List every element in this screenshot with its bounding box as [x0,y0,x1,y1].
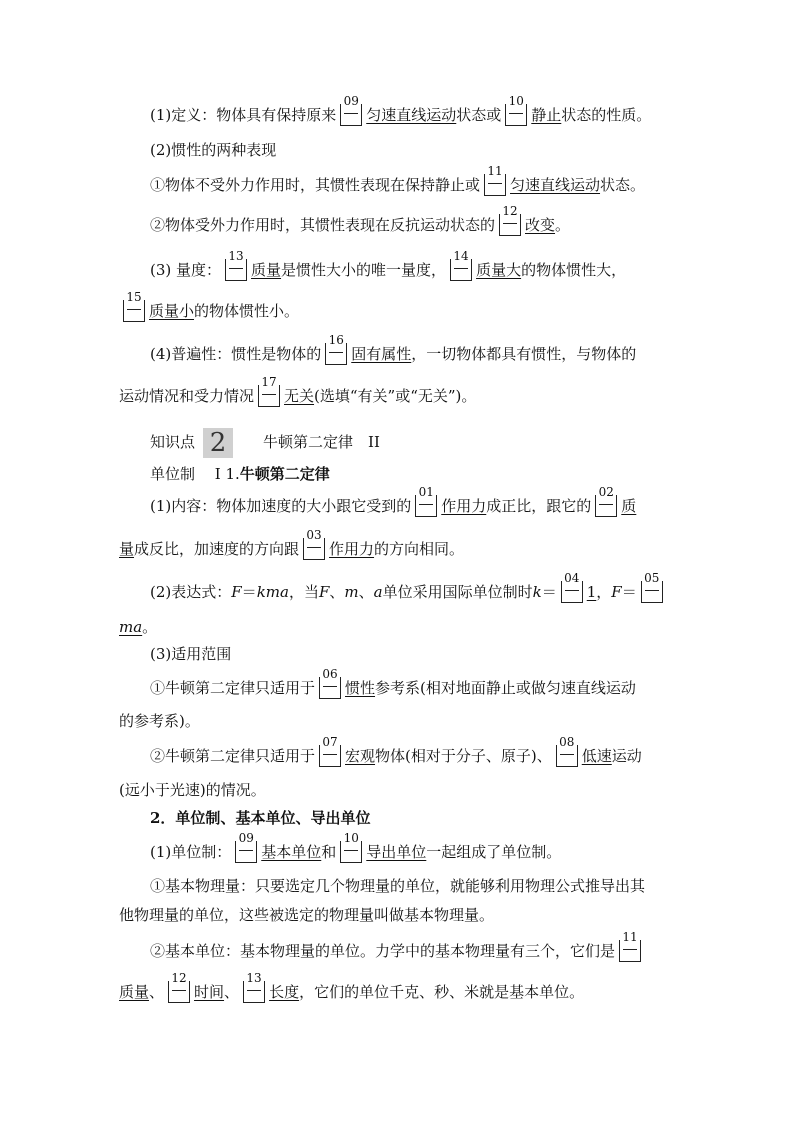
answer-text: 匀速直线运动 [510,176,601,194]
text: ， [596,583,612,601]
text: 状态。 [600,176,646,194]
formula-symbol: a [373,583,383,601]
text: 。 [555,216,571,234]
answer-box [340,94,362,126]
text: 成反比，加速度的方向跟 [134,540,300,558]
answer-box [619,930,641,962]
scope-heading [150,642,231,668]
box-number: 16 [328,333,344,347]
text: (2)表达式： [150,583,232,601]
section-heading [150,462,330,488]
text: 运动情况和受力情况 [119,387,255,405]
text: (3)适用范围 [150,645,232,663]
text: 、 [224,983,240,1001]
answer-text: 导出单位 [366,843,427,861]
formula-symbol: F [611,583,622,601]
knowledge-point-badge: 2 [203,428,233,458]
answer-text: 作用力 [329,540,375,558]
text: 的方向相同。 [374,540,465,558]
formula-line-cont [119,615,157,641]
formula-symbol: m [344,583,359,601]
text: 的物体惯性大， [521,261,627,279]
answer-text: 静止 [531,106,562,124]
text: ，一切物体都具有惯性，与物体的 [411,345,637,363]
answer-text: 惯性 [345,679,376,697]
box-number: 13 [246,971,262,985]
text: 。 [142,618,158,636]
scope-line-2-cont [119,778,266,804]
section-title: 牛顿第二定律 [239,465,330,483]
answer-text: 匀速直线运动 [366,106,457,124]
box-number: 12 [171,971,187,985]
inertia-line-2 [150,204,571,239]
answer-text: 1 [586,583,597,601]
text: ②物体受外力作用时，其惯性表现在反抗运动状态的 [150,216,496,234]
text: (远小于光速)的情况。 [119,781,266,799]
text: 他物理量的单位，这些被选定的物理量叫做基本物理量。 [119,906,495,924]
answer-box [641,571,663,603]
box-number: 13 [228,249,244,263]
answer-box [561,571,583,603]
answer-box [484,164,506,196]
answer-box [243,971,265,1003]
base-quantity-line-cont [119,903,494,929]
inertia-line-1 [150,164,646,199]
answer-box [499,204,521,236]
box-number: 03 [306,528,322,542]
text: ①基本物理量：只要选定几个物理量的单位，就能够利用物理公式推导出其 [150,877,646,895]
text: ，当 [288,583,319,601]
base-quantity-line [150,874,645,900]
answer-text: ma [119,618,143,636]
measure-line-cont [119,290,300,325]
section-heading-2 [150,806,370,832]
box-number: 02 [598,485,614,499]
text: ＝ [541,583,557,601]
answer-box [258,375,280,407]
text: 运动 [611,747,642,765]
text: (1)单位制： [150,843,232,861]
text: 状态或 [456,106,502,124]
definition-line [150,94,652,129]
box-number: 06 [322,667,338,681]
box-number: 10 [508,94,524,108]
answer-box [123,290,145,322]
answer-box [225,249,247,281]
answer-text: 长度 [269,983,300,1001]
base-unit-line [150,930,645,965]
content-line-cont [119,528,465,563]
formula-symbol: kma [256,583,289,601]
answer-text: 量 [119,540,135,558]
text: ，它们的单位千克、秒、米就是基本单位。 [299,983,585,1001]
text: 、 [149,983,165,1001]
text: ＝ [241,583,257,601]
box-number: 09 [343,94,359,108]
answer-box [319,735,341,767]
text: 牛顿第二定律 II [263,433,380,451]
text: 的参考系)。 [119,712,200,730]
knowledge-point-heading [150,428,380,462]
scope-line-1 [150,667,636,702]
answer-text: 质量 [119,983,150,1001]
text: (3) 量度： [150,261,222,279]
text: 、 [358,583,374,601]
box-number: 11 [622,930,638,944]
answer-box [325,333,347,365]
text: 是惯性大小的唯一量度， [281,261,447,279]
universality-line-cont [119,375,477,410]
answer-text: 改变 [525,216,556,234]
text: 一起组成了单位制。 [426,843,562,861]
scope-line-1-cont [119,709,200,735]
box-number: 17 [261,375,277,389]
answer-text: 宏观 [345,747,376,765]
base-unit-line-cont [119,971,585,1006]
answer-box [556,735,578,767]
scope-line-2 [150,735,642,770]
box-number: 11 [487,164,503,178]
answer-box [415,485,437,517]
box-number: 14 [453,249,469,263]
text: 状态的性质。 [561,106,652,124]
measure-line [150,249,627,284]
text: (1)内容：物体加速度的大小跟它受到的 [150,497,412,515]
answer-box [319,667,341,699]
answer-text: 作用力 [441,497,487,515]
text: 单位采用国际单位制时 [382,583,533,601]
answer-box [235,831,257,863]
text: ②基本单位：基本物理量的单位。力学中的基本物理量有三个，它们是 [150,942,616,960]
answer-box [340,831,362,863]
box-number: 12 [502,204,518,218]
box-number: 09 [238,831,254,845]
box-number: 08 [559,735,575,749]
text: 的物体惯性小。 [194,302,300,320]
answer-box [303,528,325,560]
box-number: 07 [322,735,338,749]
text: 参考系(相对地面静止或做匀速直线运动 [375,679,636,697]
answer-text: 质量 [251,261,282,279]
text: (2)惯性的两种表现 [150,141,277,159]
answer-text: 低速 [581,747,612,765]
text: ①牛顿第二定律只适用于 [150,679,316,697]
answer-text: 无关 [284,387,315,405]
answer-text: 固有属性 [351,345,412,363]
box-number: 05 [644,571,660,585]
universality-line [150,333,637,368]
text: (1)定义：物体具有保持原来 [150,106,337,124]
answer-text: 质 [621,497,637,515]
text: 和 [321,843,337,861]
text: 物体(相对于分子、原子)、 [375,747,552,765]
box-number: 04 [564,571,580,585]
formula-symbol: F [231,583,242,601]
answer-text: 时间 [194,983,225,1001]
box-number: 10 [343,831,359,845]
text: (选填“有关”或“无关”)。 [314,387,477,405]
text: ①物体不受外力作用时，其惯性表现在保持静止或 [150,176,481,194]
text: ＝ [621,583,637,601]
answer-box [168,971,190,1003]
heading-line [150,138,276,164]
text: ②牛顿第二定律只适用于 [150,747,316,765]
answer-text: 质量小 [149,302,195,320]
formula-symbol: F [318,583,330,601]
text: 单位制 I 1. [150,465,240,483]
content-line [150,485,637,520]
answer-box [595,485,617,517]
formula-symbol: k [532,583,542,601]
formula-line [150,571,667,606]
answer-text: 质量大 [476,261,522,279]
box-number: 01 [418,485,434,499]
text: 知识点 [150,433,196,451]
answer-text: 基本单位 [261,843,322,861]
text: 成正比，跟它的 [486,497,592,515]
section-title: 2．单位制、基本单位、导出单位 [150,809,371,827]
box-number: 15 [126,290,142,304]
unit-system-line [150,831,562,866]
text: 、 [329,583,345,601]
answer-box [450,249,472,281]
text: (4)普遍性：惯性是物体的 [150,345,322,363]
answer-box [505,94,527,126]
